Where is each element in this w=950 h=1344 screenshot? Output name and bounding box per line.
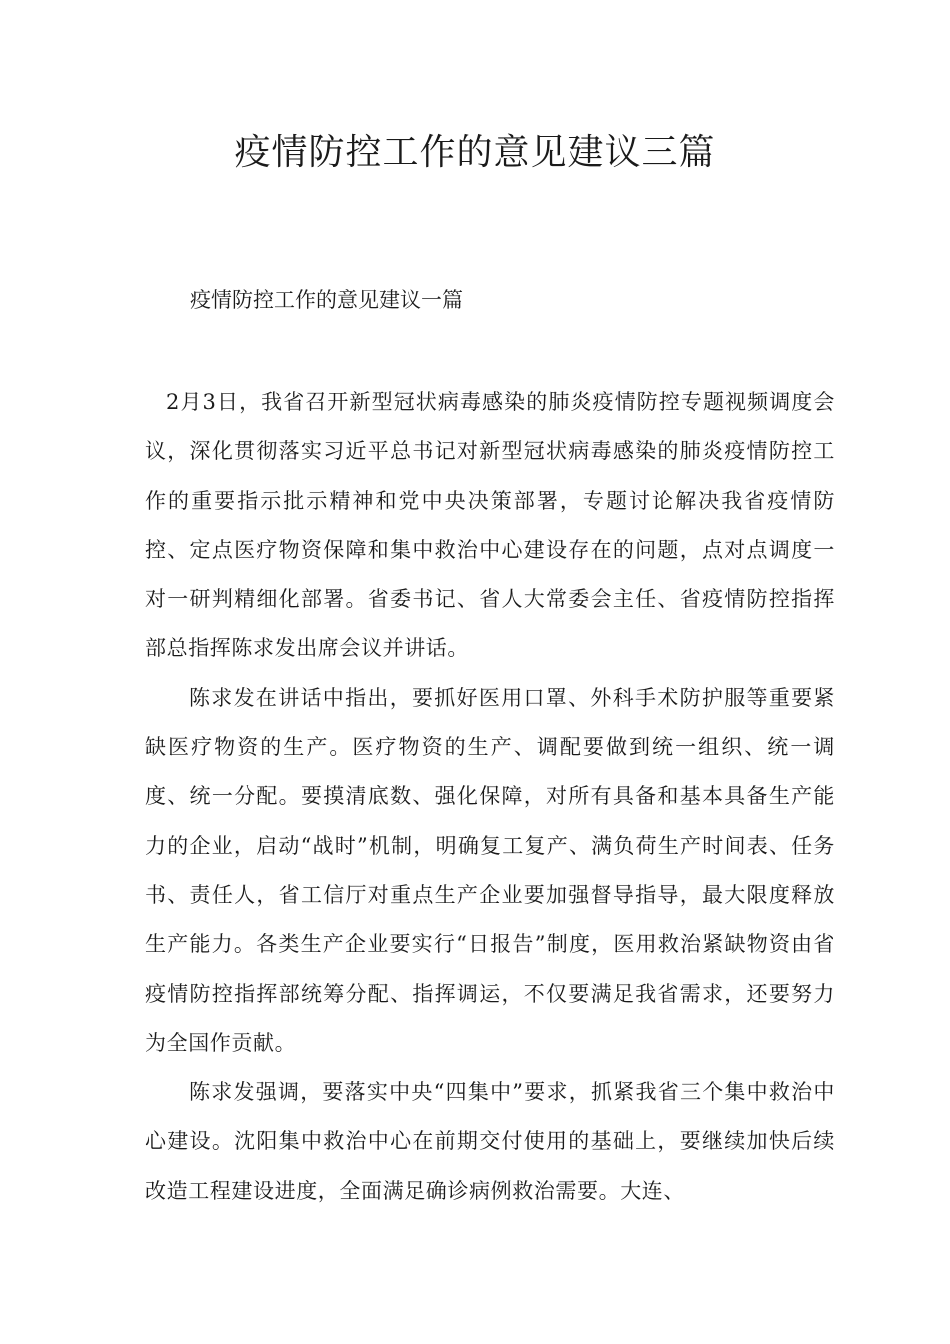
section-heading: 疫情防控工作的意见建议一篇 — [190, 288, 463, 312]
document-title: 疫情防控工作的意见建议三篇 — [234, 132, 716, 173]
paragraph-1: 2月3日，我省召开新型冠状病毒感染的肺炎疫情防控专题视频调度会议，深化贯彻落实习近平总书记对新型冠状病毒感染的肺炎疫情防控工作的重要指示批示精神和党中央决策部署，专题讨论解决我省疫情防控、定点医疗物资保障和集中救治中心建设存在的问题，点对点调度一对一研判精细化部署。省委书记、省人大常委会主任、省疫情防控指挥部总指挥陈求发出席会议并讲话。 — [145, 390, 835, 661]
document-body — [145, 378, 835, 1216]
paragraph-2: 陈求发在讲话中指出，要抓好医用口罩、外科手术防护服等重要紧缺医疗物资的生产。医疗物资的生产、调配要做到统一组织、统一调度、统一分配。要摸清底数、强化保障，对所有具备和基本具备生产能力的企业，启动“战时”机制，明确复工复产、满负荷生产时间表、任务书、责任人，省工信厅对重点生产企业要加强督导指导，最大限度释放生产能力。各类生产企业要实行“日报告”制度，医用救治紧缺物资由省疫情防控指挥部统筹分配、指挥调运，不仅要满足我省需求，还要努力为全国作贡献。 — [145, 685, 835, 1055]
paragraph-3: 陈求发强调，要落实中央“四集中”要求，抓紧我省三个集中救治中心建设。沈阳集中救治中心在前期交付使用的基础上，要继续加快后续改造工程建设进度，全面满足确诊病例救治需要。大连、 — [145, 1080, 835, 1203]
